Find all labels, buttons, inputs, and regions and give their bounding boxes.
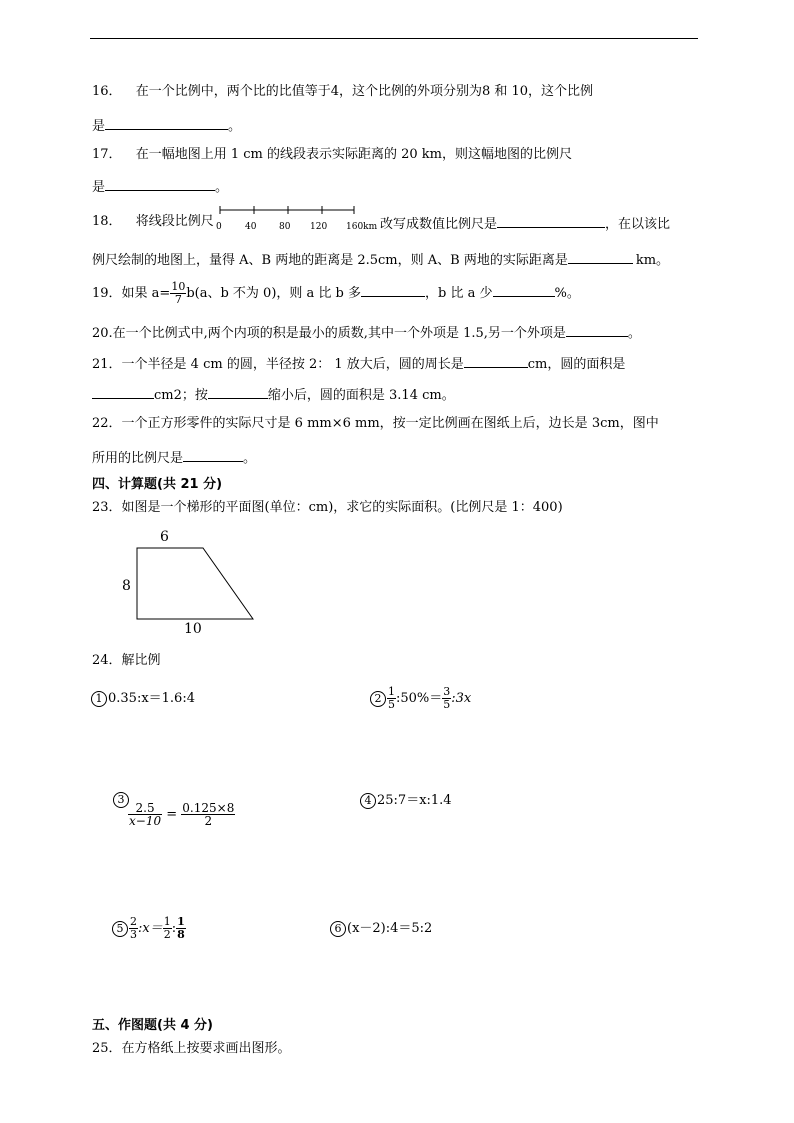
question-17 [92, 146, 572, 164]
question-17-line2 [92, 176, 228, 197]
problem-5-mid: :x＝ [138, 921, 163, 936]
question-25 [92, 1040, 291, 1058]
trapezoid-top-label: 6 [160, 529, 169, 545]
question-21 [92, 353, 625, 374]
problem-3-right-frac [181, 802, 235, 827]
scale-label-160km: 160km [346, 222, 378, 232]
question-23 [92, 499, 563, 517]
q16-text2a: 是 [92, 119, 106, 134]
problem-4-marker: 4 [360, 793, 376, 809]
q19-frac-den: 7 [174, 293, 182, 306]
q23-text: 23．如图是一个梯形的平面图(单位：cm)，求它的实际面积。(比例尺是 1：400) [92, 500, 563, 515]
question-21-line2 [92, 384, 455, 405]
q18-answer-blank-1[interactable] [497, 213, 605, 228]
trapezoid-left-label: 8 [122, 578, 131, 594]
problem-5-frac-2 [163, 916, 172, 941]
question-18 [92, 213, 214, 231]
q19-frac-num: 10 [171, 280, 186, 293]
q21-text-d: 缩小后，圆的面积是 3.14 cm。 [267, 388, 455, 403]
q18-text2: 改写成数值比例尺是 [380, 217, 498, 232]
question-19 [92, 280, 580, 308]
q20-text: 20.在一个比例式中,两个内项的积是最小的质数,其中一个外项是 1.5,另一个外项是 [92, 326, 566, 341]
problem-6-marker: 6 [330, 921, 346, 937]
q16-number: 16． [92, 84, 122, 99]
problem-2-end: :3x [451, 691, 472, 706]
problem-2 [370, 684, 471, 714]
p5-f3-den: 8 [177, 928, 185, 941]
problem-1-text: 0.35:x＝1.6:4 [108, 691, 195, 706]
q17-text2b: 。 [215, 180, 229, 195]
p5-f1-num: 2 [130, 915, 137, 928]
header-rule [90, 38, 698, 39]
q17-text2a: 是 [92, 180, 106, 195]
problem-4-text: 25:7＝x:1.4 [377, 793, 452, 808]
problem-6-text: (x－2):4＝5:2 [347, 921, 433, 936]
problem-1 [91, 690, 195, 708]
problem-5-frac-3 [176, 916, 186, 941]
q19-answer-blank-1[interactable] [361, 282, 425, 297]
problem-1-marker: 1 [91, 691, 107, 707]
problem-5-marker: 5 [112, 921, 128, 937]
q19-text-d: %。 [554, 286, 580, 301]
q18-number: 18． [92, 214, 122, 229]
q16-text2b: 。 [228, 119, 242, 134]
q22-text-b: 所用的比例尺是 [92, 451, 184, 466]
q20-end: 。 [627, 326, 641, 341]
q18-text1: 将线段比例尺 [135, 214, 214, 229]
q20-answer-blank[interactable] [566, 322, 628, 337]
q21-text-b: cm，圆的面积是 [527, 357, 626, 372]
problem-2-marker: 2 [370, 691, 386, 707]
p2-f1-num: 1 [388, 685, 395, 698]
question-22 [92, 415, 659, 433]
section-4-heading: 四、计算题(共 21 分) [92, 477, 223, 492]
question-18-cont [380, 213, 670, 234]
q19-text-a: 19．如果 a= [92, 286, 171, 301]
p2-f2-num: 3 [443, 685, 451, 698]
p3-right-num: 0.125×8 [182, 801, 235, 815]
problem-3-left-frac [128, 802, 162, 827]
question-24 [92, 652, 161, 670]
scale-label-80: 80 [279, 222, 291, 232]
scale-label-0: 0 [216, 222, 222, 232]
question-16 [92, 83, 593, 101]
q24-text: 24．解比例 [92, 653, 161, 668]
question-16-line2 [92, 115, 241, 136]
q18-text3: ，在以该比 [605, 217, 671, 232]
q16-answer-blank[interactable] [105, 115, 228, 130]
q21-text-a: 21．一个半径是 4 cm 的圆，半径按 2： 1 放大后，圆的周长是 [92, 357, 464, 372]
p2-f2-den: 5 [443, 698, 451, 711]
q19-fraction [170, 281, 186, 306]
q16-text: 在一个比例中，两个比的比值等于4，这个比例的外项分别为8 和 10，这个比例 [135, 84, 594, 99]
q17-answer-blank[interactable] [105, 176, 215, 191]
scale-label-120: 120 [310, 222, 328, 232]
question-20 [92, 322, 641, 343]
q17-text: 在一幅地图上用 1 cm 的线段表示实际距离的 20 km，则这幅地图的比例尺 [135, 147, 572, 162]
question-22-line2 [92, 447, 256, 468]
scale-label-40: 40 [245, 222, 257, 232]
q18-line2-text: 例尺绘制的地图上，量得 A、B 两地的距离是 2.5cm，则 A、B 两地的实际距离是 [92, 253, 568, 268]
q19-answer-blank-2[interactable] [493, 282, 555, 297]
problem-5-colon: : [171, 921, 177, 936]
question-18-line2 [92, 249, 669, 270]
p5-f2-den: 2 [163, 928, 171, 941]
p2-f1-den: 5 [388, 698, 395, 711]
section-5-heading: 五、作图题(共 4 分) [92, 1018, 213, 1033]
problem-2-frac-2 [442, 686, 451, 711]
q18-answer-blank-2[interactable] [568, 249, 633, 264]
q22-answer-blank[interactable] [183, 447, 243, 462]
problem-4 [360, 792, 452, 810]
problem-5-frac-1 [129, 916, 138, 941]
q22-text-a: 22．一个正方形零件的实际尺寸是 6 mm×6 mm，按一定比例画在图纸上后，边长是 3cm，图中 [92, 416, 659, 431]
scale-labels [214, 222, 384, 234]
problem-6 [330, 920, 432, 938]
problem-3-marker: 3 [113, 792, 129, 808]
q21-answer-blank-1[interactable] [464, 353, 528, 368]
p3-left-den: x−10 [129, 814, 162, 828]
q21-answer-blank-2[interactable] [92, 384, 154, 399]
problem-2-mid: :50%＝ [396, 691, 443, 706]
q18-line2-end: km。 [635, 253, 670, 268]
trapezoid-bottom-label: 10 [184, 621, 202, 637]
q25-text: 25．在方格纸上按要求画出图形。 [92, 1041, 291, 1056]
problem-5 [112, 914, 186, 944]
p5-f1-den: 3 [130, 928, 137, 941]
problem-3-equation [128, 802, 235, 827]
q22-text-c: 。 [243, 451, 257, 466]
problem-3-equals: = [166, 807, 178, 822]
q17-number: 17． [92, 147, 122, 162]
p5-f3-num: 1 [177, 915, 185, 928]
p3-left-num: 2.5 [128, 802, 162, 815]
p5-f2-num: 1 [163, 915, 171, 928]
q21-answer-blank-3[interactable] [208, 384, 268, 399]
p3-right-den: 2 [204, 814, 213, 828]
q19-text-b: b(a、b 不为 0)，则 a 比 b 多 [186, 286, 362, 301]
problem-2-frac-1 [387, 686, 396, 711]
q19-text-c: ，b 比 a 少 [425, 286, 493, 301]
q21-text-c: cm2；按 [154, 388, 208, 403]
